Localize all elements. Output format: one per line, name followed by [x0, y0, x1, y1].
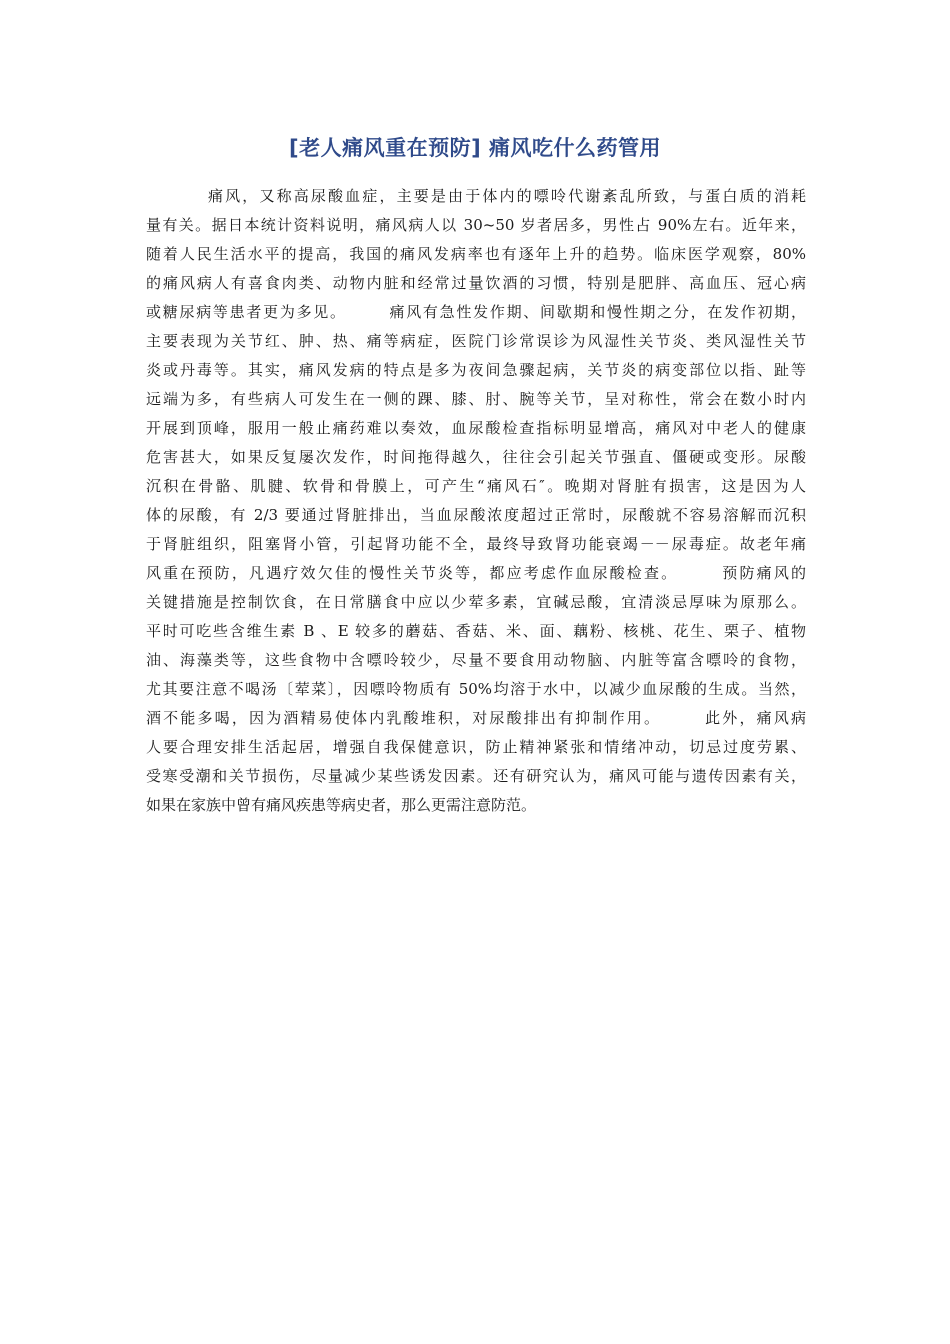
text-line: 痛风，又称高尿酸血症，主要是由于体内的嘌呤代谢紊乱所致，与蛋白质的消耗: [208, 187, 806, 205]
text-line: 体的尿酸，有 2/3 要通过肾脏排出，当血尿酸浓度超过正常时，尿酸就不容易溶解而沉积: [146, 506, 806, 524]
text-line: 炎或丹毒等。其实，痛风发病的特点是多为夜间急骤起病，关节炎的病变部位以指、趾等: [146, 361, 806, 379]
text-line: 的痛风病人有喜食肉类、动物内脏和经常过量饮酒的习惯，特别是肥胖、高血压、冠心病: [146, 274, 806, 292]
text-line: 人要合理安排生活起居，增强自我保健意识，防止精神紧张和情绪冲动，切忌过度劳累、: [146, 738, 806, 756]
text-line: 关键措施是控制饮食，在日常膳食中应以少荤多素，宜碱忌酸，宜清淡忌厚味为原那么。: [146, 593, 806, 611]
text-line: 随着人民生活水平的提高，我国的痛风发病率也有逐年上升的趋势。临床医学观察，80%: [146, 245, 806, 263]
text-line: 或糖尿病等患者更为多见。 痛风有急性发作期、间歇期和慢性期之分，在发作初期，: [146, 303, 806, 321]
text-line: 尤其要注意不喝汤〔荤菜〕，因嘌呤物质有 50%均溶于水中，以减少血尿酸的生成。当然，: [146, 680, 806, 698]
text-line: 开展到顶峰，服用一般止痛药难以奏效，血尿酸检查指标明显增高，痛风对中老人的健康: [146, 419, 806, 437]
document-title: [老人痛风重在预防] 痛风吃什么药管用: [288, 136, 661, 160]
text-line: 沉积在骨骼、肌腱、软骨和骨膜上，可产生“痛风石″。晚期对肾脏有损害，这是因为人: [146, 477, 806, 495]
text-line: 量有关。据日本统计资料说明，痛风病人以 30~50 岁者居多，男性占 90%左右。近年来，: [146, 216, 806, 234]
text-line: 危害甚大，如果反复屡次发作，时间拖得越久，往往会引起关节强直、僵硬或变形。尿酸: [146, 448, 806, 466]
text-line: 远端为多，有些病人可发生在一侧的踝、膝、肘、腕等关节，呈对称性，常会在数小时内: [146, 390, 806, 408]
body-paragraph: [146, 182, 806, 820]
text-line: 风重在预防，凡遇疗效欠佳的慢性关节炎等，都应考虑作血尿酸检查。 预防痛风的: [146, 564, 806, 582]
text-line: 受寒受潮和关节损伤，尽量减少某些诱发因素。还有研究认为，痛风可能与遗传因素有关，: [146, 767, 806, 785]
text-line: 如果在家族中曾有痛风疾患等病史者，那么更需注意防范。: [146, 796, 537, 814]
text-line: 酒不能多喝，因为酒精易使体内乳酸堆积，对尿酸排出有抑制作用。 此外，痛风病: [146, 709, 806, 727]
text-line: 油、海藻类等，这些食物中含嘌呤较少，尽量不要食用动物脑、内脏等富含嘌呤的食物，: [146, 651, 806, 669]
text-line: 于肾脏组织，阻塞肾小管，引起肾功能不全，最终导致肾功能衰竭－－尿毒症。故老年痛: [146, 535, 806, 553]
text-line: 平时可吃些含维生素 B 、E 较多的蘑菇、香菇、米、面、藕粉、核桃、花生、栗子、植物: [146, 622, 806, 640]
text-line: 主要表现为关节红、肿、热、痛等病症，医院门诊常误诊为风湿性关节炎、类风湿性关节: [146, 332, 806, 350]
